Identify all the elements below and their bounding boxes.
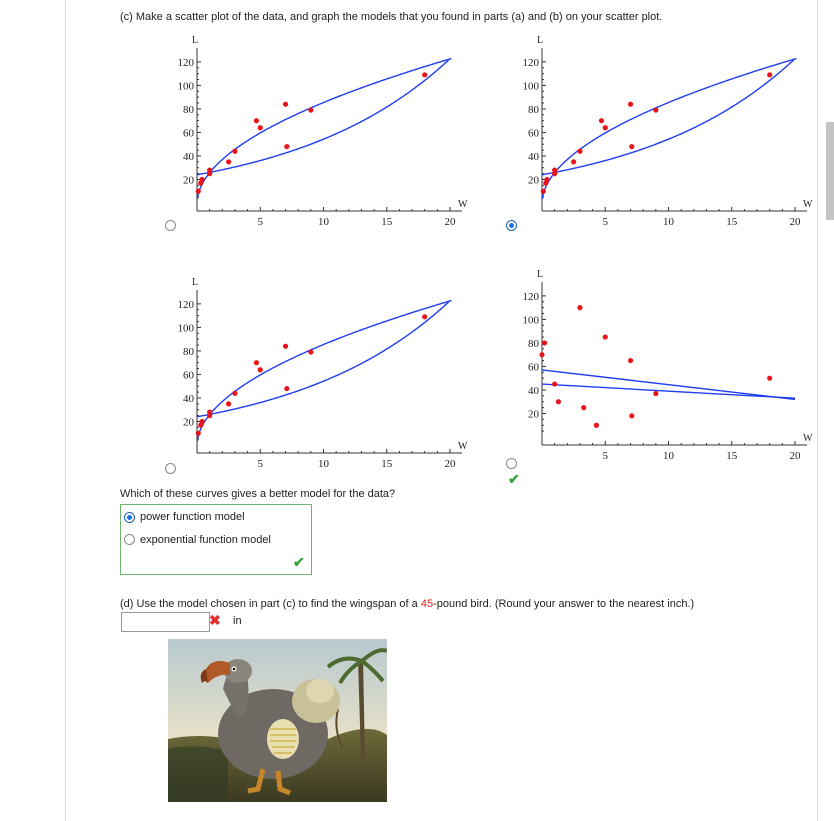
- exponential-model-label[interactable]: exponential function model: [140, 534, 271, 546]
- y-axis-label: L: [536, 35, 544, 46]
- scatter-plot-option-a: [160, 28, 470, 243]
- data-point: [284, 144, 289, 149]
- data-point: [599, 118, 604, 123]
- data-point: [283, 344, 288, 349]
- power-model-curve: [542, 59, 796, 200]
- better-model-question: Which of these curves gives a better model for the data?: [120, 488, 396, 500]
- option-b-radio[interactable]: [506, 220, 517, 231]
- power-model-curve: [197, 301, 451, 442]
- part-d-question: [120, 598, 694, 610]
- scatter-plot-option-c: [160, 270, 470, 480]
- x-tick-label: 5: [257, 216, 263, 228]
- power-model-curve: [197, 59, 451, 200]
- data-point: [196, 431, 201, 436]
- data-point: [226, 401, 231, 406]
- x-axis-label: W: [458, 441, 468, 452]
- data-point: [552, 381, 557, 386]
- data-point: [603, 125, 608, 130]
- content-frame-left: [65, 0, 66, 821]
- data-point: [653, 107, 658, 112]
- y-tick-label: 20: [183, 174, 194, 187]
- x-tick-label: 10: [318, 216, 329, 228]
- data-point: [199, 419, 204, 424]
- data-point: [577, 149, 582, 154]
- x-tick-label: 15: [726, 216, 738, 228]
- data-point: [258, 367, 263, 372]
- y-axis-label: L: [536, 269, 544, 280]
- data-point: [283, 102, 288, 107]
- dodo-painting-image: [168, 639, 387, 802]
- data-point: [254, 360, 259, 365]
- scatter-plot-option-d: [505, 262, 815, 472]
- part-d-text-after: -pound bird. (Round your answer to the nearest inch.): [433, 598, 695, 610]
- data-point: [422, 314, 427, 319]
- data-point: [207, 409, 212, 414]
- y-tick-label: 40: [528, 384, 539, 397]
- data-point: [767, 376, 772, 381]
- x-tick-label: 15: [726, 450, 738, 462]
- y-tick-label: 100: [177, 80, 194, 93]
- y-tick-label: 20: [528, 174, 539, 187]
- y-tick-label: 60: [528, 127, 539, 140]
- exponential-model-radio[interactable]: [124, 534, 135, 545]
- x-tick-label: 5: [602, 450, 608, 462]
- part-c-text: Make a scatter plot of the data, and graph the models that you found in parts (a) and (b) on your scatter plot.: [135, 11, 663, 23]
- data-point: [284, 386, 289, 391]
- y-axis-label: L: [191, 35, 199, 46]
- data-point: [226, 159, 231, 164]
- falling-line-2: [542, 384, 795, 398]
- scatter-plot-option-b: [505, 28, 815, 243]
- x-tick-label: 15: [381, 458, 393, 470]
- y-tick-label: 20: [528, 408, 539, 421]
- data-point: [628, 358, 633, 363]
- x-axis-label: W: [803, 433, 813, 444]
- data-point: [232, 149, 237, 154]
- option-a-radio[interactable]: [165, 220, 176, 231]
- y-tick-label: 100: [522, 314, 539, 327]
- x-tick-label: 20: [789, 450, 801, 462]
- y-tick-label: 120: [177, 298, 194, 311]
- falling-line-1: [542, 370, 795, 399]
- option-d-radio[interactable]: [506, 458, 517, 469]
- scrollbar-thumb[interactable]: [826, 122, 834, 220]
- data-point: [542, 340, 547, 345]
- x-tick-label: 20: [444, 216, 456, 228]
- data-point: [308, 349, 313, 354]
- y-tick-label: 100: [177, 322, 194, 335]
- part-d-label: (d): [120, 598, 134, 610]
- data-point: [581, 405, 586, 410]
- y-tick-label: 120: [177, 56, 194, 69]
- x-tick-label: 10: [318, 458, 329, 470]
- x-tick-label: 5: [257, 458, 263, 470]
- y-tick-label: 60: [183, 369, 194, 382]
- y-tick-label: 120: [522, 290, 539, 303]
- y-tick-label: 80: [183, 345, 194, 358]
- y-tick-label: 20: [183, 416, 194, 429]
- x-tick-label: 20: [789, 216, 801, 228]
- y-tick-label: 80: [183, 103, 194, 116]
- data-point: [594, 423, 599, 428]
- part-d-highlight: 45: [420, 598, 434, 610]
- incorrect-x-icon: ✖: [209, 612, 221, 628]
- x-tick-label: 20: [444, 458, 456, 470]
- model-correct-checkmark-icon: ✔: [293, 554, 305, 570]
- x-tick-label: 15: [381, 216, 393, 228]
- data-point: [544, 177, 549, 182]
- exponential-model-curve: [542, 60, 794, 175]
- data-point: [422, 72, 427, 77]
- power-model-radio[interactable]: [124, 512, 135, 523]
- data-point: [254, 118, 259, 123]
- exponential-model-curve: [197, 302, 449, 417]
- data-point: [571, 159, 576, 164]
- x-axis-label: W: [458, 199, 468, 210]
- y-tick-label: 100: [522, 80, 539, 93]
- unit-label: in: [233, 615, 242, 627]
- data-point: [577, 305, 582, 310]
- exponential-model-curve: [197, 60, 449, 175]
- y-tick-label: 120: [522, 56, 539, 69]
- option-c-radio[interactable]: [165, 463, 176, 474]
- y-tick-label: 80: [528, 103, 539, 116]
- part-c-label: (c): [120, 11, 133, 23]
- data-point: [308, 107, 313, 112]
- x-axis-label: W: [803, 199, 813, 210]
- y-tick-label: 80: [528, 337, 539, 350]
- part-d-text-before: Use the model chosen in part (c) to find the wingspan of a: [136, 598, 421, 610]
- y-tick-label: 60: [528, 361, 539, 374]
- data-point: [653, 391, 658, 396]
- data-point: [552, 167, 557, 172]
- data-point: [207, 167, 212, 172]
- data-point: [603, 334, 608, 339]
- data-point: [258, 125, 263, 130]
- data-point: [629, 144, 634, 149]
- data-point: [629, 413, 634, 418]
- x-tick-label: 10: [663, 216, 674, 228]
- data-point: [196, 189, 201, 194]
- data-point: [199, 177, 204, 182]
- x-tick-label: 5: [602, 216, 608, 228]
- data-point: [767, 72, 772, 77]
- y-axis-label: L: [191, 277, 199, 288]
- data-point: [541, 189, 546, 194]
- power-model-label[interactable]: power function model: [140, 511, 245, 523]
- data-point: [628, 102, 633, 107]
- y-tick-label: 40: [183, 392, 194, 405]
- data-point: [232, 391, 237, 396]
- y-tick-label: 60: [183, 127, 194, 140]
- part-c-question: [120, 11, 662, 23]
- y-tick-label: 40: [183, 150, 194, 163]
- data-point: [539, 352, 544, 357]
- content-frame-right: [817, 0, 818, 821]
- wingspan-answer-input[interactable]: [121, 612, 210, 632]
- plot-correct-checkmark-icon: ✔: [508, 471, 520, 487]
- y-tick-label: 40: [528, 150, 539, 163]
- data-point: [556, 399, 561, 404]
- x-tick-label: 10: [663, 450, 674, 462]
